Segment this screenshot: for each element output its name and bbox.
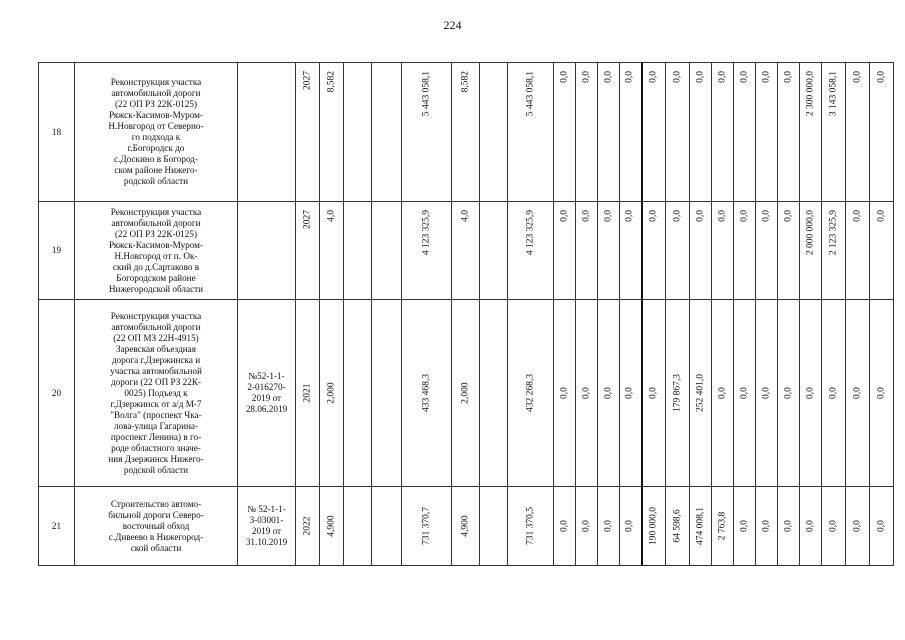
value-text: 731 370,5	[525, 507, 535, 545]
value-text: 0,0	[783, 387, 793, 399]
value-text: 0,0	[805, 387, 815, 399]
value-text: 0,0	[876, 520, 886, 532]
row-number: 21	[39, 487, 75, 566]
value-cell	[756, 202, 778, 300]
value-text: 0,0	[581, 71, 591, 83]
value-cell	[576, 202, 598, 300]
value-cell	[452, 202, 480, 300]
value-text: 0,0	[852, 520, 862, 532]
value-cell	[296, 63, 320, 202]
value-text: 2027	[302, 71, 312, 90]
value-text: 2021	[302, 383, 312, 403]
value-cell	[576, 63, 598, 202]
value-cell	[822, 63, 846, 202]
data-table	[38, 62, 894, 566]
row-number: 18	[39, 63, 75, 202]
object-name: Реконструкция участка автомобильной дороги (22 ОП МЗ 22Н-4915) Заревская объездная дорога г.Дзержинска и участка автомобильной дороги (22 ОП РЗ 22К- 0025) Подъезд к г.Дзержинск от а/д М-7 "Волга" (проспект Чка- лова-улица Гагарина- проспект Ленина) в го- роде областного значе- ния Дзержинск Нижего- родской области	[75, 300, 238, 487]
object-name: Реконструкция участка автомобильной дороги (22 ОП РЗ 22К-0125) Ряжск-Касимов-Муром- Н.Новгород от п. Ок- ский до д.Сартаково в Богородском районе Нижегородской области	[75, 202, 238, 300]
value-text: 0,0	[695, 210, 705, 222]
value-text: 2022	[302, 516, 312, 536]
value-cell	[778, 63, 800, 202]
value-cell	[642, 63, 666, 202]
value-text: 5 443 058,1	[421, 71, 431, 117]
value-text: 4,0	[460, 210, 470, 222]
value-cell	[666, 300, 690, 487]
value-text: 4 123 325,9	[525, 210, 535, 256]
value-cell	[712, 300, 734, 487]
value-cell	[372, 300, 402, 487]
value-text: 3 143 058,1	[828, 71, 838, 117]
value-cell	[734, 202, 756, 300]
value-text: 0,0	[648, 387, 659, 399]
value-text: 0,0	[603, 387, 613, 399]
value-cell	[800, 63, 822, 202]
value-text: 0,0	[624, 387, 635, 399]
value-cell	[508, 63, 554, 202]
value-text: 64 598,6	[672, 509, 682, 543]
value-cell	[598, 63, 620, 202]
value-cell	[344, 202, 372, 300]
value-cell	[402, 63, 452, 202]
row-number: 20	[39, 300, 75, 487]
value-text: 8,582	[460, 71, 470, 93]
value-text: 0,0	[783, 210, 793, 222]
value-cell	[480, 487, 508, 566]
value-text: 2 300 000,0	[805, 71, 815, 117]
value-cell	[480, 300, 508, 487]
value-cell	[712, 63, 734, 202]
value-cell	[870, 487, 894, 566]
value-text: 4,900	[460, 515, 470, 537]
value-cell	[800, 487, 822, 566]
value-text: 2027	[302, 210, 312, 229]
value-cell	[372, 487, 402, 566]
value-text: 179 867,3	[672, 374, 682, 412]
object-name: Реконструкция участка автомобильной дороги (22 ОП РЗ 22К-0125) Ряжск-Касимов-Муром- Н.Новгород от Северно- го подхода к г.Богородск до с.Доскино в Богород- ском районе Нижего- родской области	[75, 63, 238, 202]
value-cell	[452, 300, 480, 487]
value-cell	[778, 202, 800, 300]
value-text: 4,900	[326, 515, 336, 537]
value-cell	[800, 300, 822, 487]
value-cell	[846, 487, 870, 566]
value-cell	[372, 202, 402, 300]
value-cell	[666, 487, 690, 566]
value-text: 0,0	[581, 210, 591, 222]
value-cell	[690, 487, 712, 566]
expertise-document: № 52-1-1- 3-03001- 2019 от 31.10.2019	[238, 487, 296, 566]
value-cell	[734, 63, 756, 202]
value-cell	[576, 487, 598, 566]
value-text: 0,0	[672, 71, 682, 83]
value-text: 0,0	[648, 210, 659, 222]
value-text: 0,0	[739, 71, 749, 83]
expertise-document: №52-1-1- 2-016270- 2019 от 28.06.2019	[238, 300, 296, 487]
table-row	[39, 202, 894, 300]
value-text: 252 401,0	[695, 374, 705, 412]
value-cell	[642, 202, 666, 300]
value-cell	[320, 202, 344, 300]
value-cell	[402, 300, 452, 487]
value-text: 0,0	[852, 387, 862, 399]
value-text: 8,582	[326, 71, 336, 93]
value-cell	[620, 202, 642, 300]
value-text: 0,0	[876, 210, 886, 222]
value-cell	[402, 487, 452, 566]
value-cell	[778, 300, 800, 487]
value-text: 0,0	[581, 520, 591, 532]
value-cell	[690, 202, 712, 300]
value-cell	[822, 202, 846, 300]
value-text: 2 123 325,9	[828, 210, 838, 256]
value-cell	[822, 487, 846, 566]
value-cell	[508, 487, 554, 566]
value-cell	[576, 300, 598, 487]
value-cell	[480, 202, 508, 300]
value-cell	[320, 487, 344, 566]
object-name: Строительство автомо- бильной дороги Северо- восточный обход с.Дивеево в Нижегород- ской области	[75, 487, 238, 566]
value-text: 0,0	[761, 210, 771, 222]
value-text: 0,0	[805, 520, 815, 532]
value-cell	[452, 487, 480, 566]
value-text: 2,000	[460, 382, 470, 404]
row-number: 19	[39, 202, 75, 300]
value-cell	[320, 300, 344, 487]
value-text: 5 443 058,1	[525, 71, 535, 117]
value-cell	[666, 63, 690, 202]
value-cell	[756, 300, 778, 487]
value-cell	[822, 300, 846, 487]
value-cell	[846, 300, 870, 487]
value-cell	[642, 300, 666, 487]
value-cell	[756, 487, 778, 566]
value-cell	[690, 63, 712, 202]
value-cell	[598, 487, 620, 566]
value-cell	[712, 202, 734, 300]
value-text: 0,0	[603, 210, 613, 222]
value-text: 0,0	[717, 210, 727, 222]
value-cell	[620, 63, 642, 202]
value-cell	[296, 487, 320, 566]
value-cell	[296, 202, 320, 300]
value-cell	[554, 487, 576, 566]
value-text: 0,0	[559, 520, 569, 532]
value-text: 0,0	[761, 71, 771, 83]
value-cell	[870, 63, 894, 202]
value-cell	[480, 63, 508, 202]
value-text: 0,0	[695, 71, 705, 83]
value-text: 2 763,8	[717, 511, 727, 541]
value-text: 4 123 325,9	[421, 210, 431, 256]
value-cell	[508, 202, 554, 300]
value-cell	[344, 63, 372, 202]
value-cell	[666, 202, 690, 300]
value-cell	[296, 300, 320, 487]
value-text: 0,0	[783, 520, 793, 532]
page-number: 224	[443, 18, 462, 32]
value-text: 0,0	[828, 387, 838, 399]
value-text: 0,0	[624, 520, 635, 532]
value-text: 0,0	[876, 387, 886, 399]
value-text: 0,0	[828, 520, 838, 532]
value-text: 0,0	[739, 387, 749, 399]
table-row	[39, 487, 894, 566]
value-text: 0,0	[852, 71, 862, 83]
value-cell	[870, 202, 894, 300]
value-text: 0,0	[559, 71, 569, 83]
value-cell	[372, 63, 402, 202]
value-cell	[620, 300, 642, 487]
value-text: 0,0	[581, 387, 591, 399]
value-cell	[554, 63, 576, 202]
value-cell	[870, 300, 894, 487]
value-cell	[800, 202, 822, 300]
value-text: 0,0	[852, 210, 862, 222]
expertise-document	[238, 202, 296, 300]
value-cell	[846, 202, 870, 300]
value-text: 2 000 000,0	[805, 210, 815, 256]
value-text: 0,0	[559, 210, 569, 222]
table-row	[39, 300, 894, 487]
value-cell	[508, 300, 554, 487]
value-text: 0,0	[624, 71, 635, 83]
value-cell	[344, 487, 372, 566]
value-text: 0,0	[739, 210, 749, 222]
value-cell	[598, 300, 620, 487]
value-text: 2,000	[326, 382, 336, 404]
value-text: 0,0	[559, 387, 569, 399]
value-cell	[778, 487, 800, 566]
value-cell	[598, 202, 620, 300]
value-text: 433 468,3	[421, 374, 431, 412]
value-cell	[452, 63, 480, 202]
value-cell	[734, 300, 756, 487]
value-text: 0,0	[783, 71, 793, 83]
value-text: 0,0	[717, 387, 727, 399]
value-text: 0,0	[739, 520, 749, 532]
value-cell	[690, 300, 712, 487]
value-text: 0,0	[761, 520, 771, 532]
table-body	[39, 63, 894, 566]
value-text: 4,0	[326, 210, 336, 222]
value-text: 731 370,7	[421, 507, 431, 545]
value-text: 432 268,3	[525, 374, 535, 412]
value-cell	[620, 487, 642, 566]
value-cell	[846, 63, 870, 202]
value-cell	[554, 202, 576, 300]
value-cell	[554, 300, 576, 487]
value-cell	[734, 487, 756, 566]
value-text: 0,0	[603, 520, 613, 532]
value-cell	[320, 63, 344, 202]
value-cell	[642, 487, 666, 566]
value-cell	[344, 300, 372, 487]
value-cell	[712, 487, 734, 566]
value-text: 0,0	[672, 210, 682, 222]
value-text: 0,0	[624, 210, 635, 222]
value-text: 0,0	[603, 71, 613, 83]
value-text: 190 000,0	[648, 507, 659, 545]
value-text: 0,0	[876, 71, 886, 83]
value-text: 0,0	[761, 387, 771, 399]
value-text: 474 008,1	[695, 507, 705, 545]
value-text: 0,0	[648, 71, 659, 83]
table-row	[39, 63, 894, 202]
value-cell	[402, 202, 452, 300]
value-cell	[756, 63, 778, 202]
value-text: 0,0	[717, 71, 727, 83]
expertise-document	[238, 63, 296, 202]
